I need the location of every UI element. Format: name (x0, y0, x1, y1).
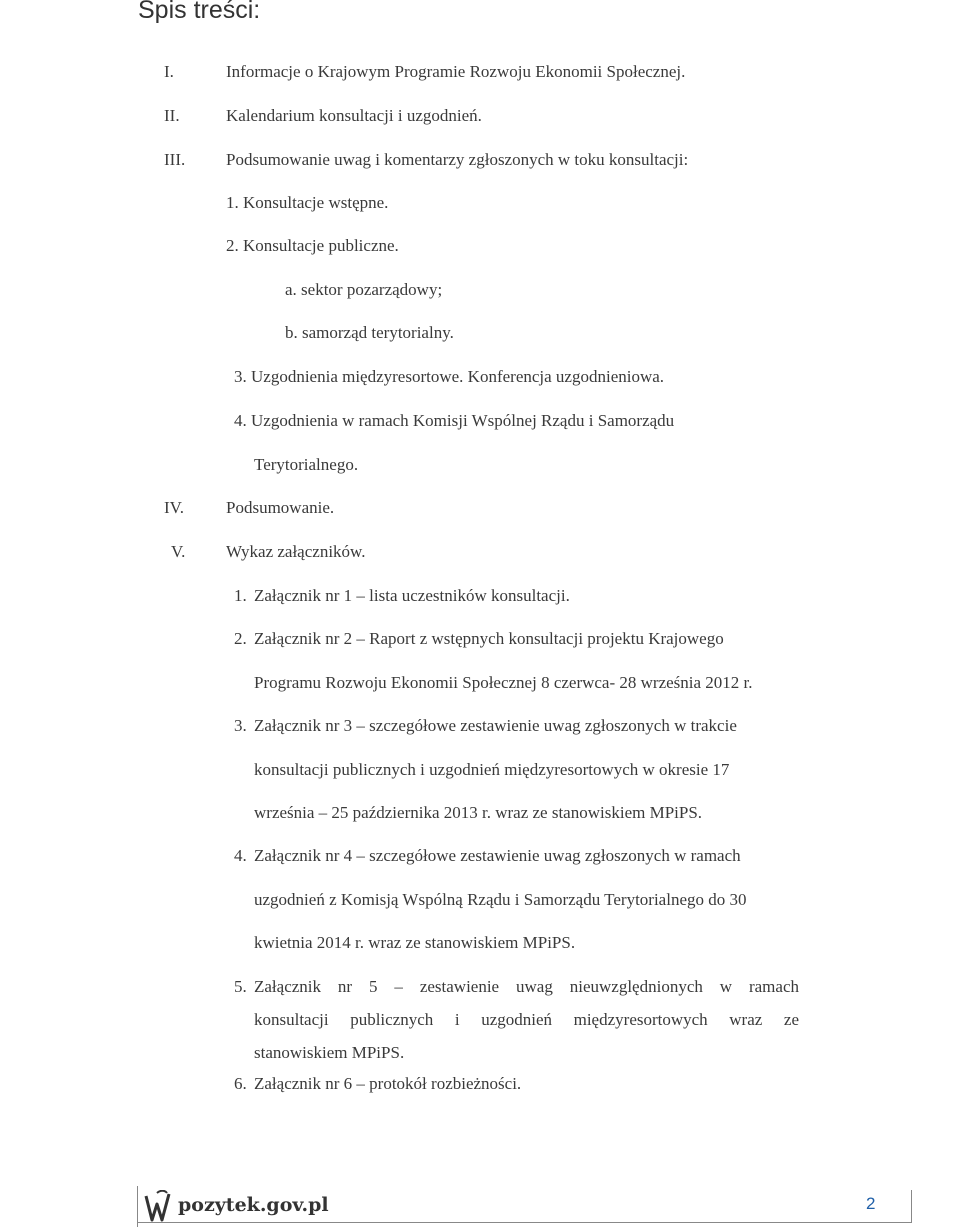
attachment-3-cont-2: września – 25 października 2013 r. wraz ze stanowiskiem MPiPS. (254, 803, 703, 822)
attachment-5-number: 5. (234, 977, 247, 996)
toc-subitem-iii-1: 1. Konsultacje wstępne. (226, 193, 389, 212)
toc-subitem-iii-4-cont: Terytorialnego. (254, 455, 359, 474)
toc-number-iii: III. (164, 150, 186, 169)
attachment-3-cont-1: konsultacji publicznych i uzgodnień międzyresortowych w okresie 17 (254, 760, 730, 779)
toc-item-iii: Podsumowanie uwag i komentarzy zgłoszonych w toku konsultacji: (226, 150, 689, 169)
toc-subitem-iii-2a: a. sektor pozarządowy; (285, 280, 443, 299)
footer-right-rule (911, 1190, 912, 1223)
attachment-3: Załącznik nr 3 – szczegółowe zestawienie uwag zgłoszonych w trakcie (254, 716, 737, 735)
attachment-5: Załącznik nr 5 – zestawienie uwag nieuwzględnionych w ramach (254, 977, 799, 996)
attachment-2-number: 2. (234, 629, 247, 648)
attachment-5-cont-1: konsultacji publicznych i uzgodnień międzyresortowych wraz ze (254, 1010, 799, 1029)
toc-subitem-iii-3: 3. Uzgodnienia międzyresortowe. Konferencja uzgodnieniowa. (234, 367, 665, 386)
attachment-1-number: 1. (234, 586, 247, 605)
attachment-4-cont-1: uzgodnień z Komisją Wspólną Rządu i Samorządu Terytorialnego do 30 (254, 890, 747, 909)
toc-number-v: V. (171, 542, 186, 561)
attachment-1: Załącznik nr 1 – lista uczestników konsultacji. (254, 586, 570, 605)
attachment-4-number: 4. (234, 846, 247, 865)
toc-number-ii: II. (164, 106, 180, 125)
attachment-3-number: 3. (234, 716, 247, 735)
footer-bottom-rule (137, 1222, 912, 1223)
footer-site-name: pozytek.gov.pl (178, 1194, 329, 1216)
attachment-2: Załącznik nr 2 – Raport z wstępnych konsultacji projektu Krajowego (254, 629, 724, 648)
toc-subitem-iii-2b: b. samorząd terytorialny. (285, 323, 454, 342)
pozytek-logo-icon (143, 1190, 173, 1224)
toc-item-i: Informacje o Krajowym Programie Rozwoju Ekonomii Społecznej. (226, 62, 686, 81)
attachment-6: Załącznik nr 6 – protokół rozbieżności. (254, 1074, 522, 1093)
footer-left-rule (137, 1186, 138, 1227)
attachment-6-number: 6. (234, 1074, 247, 1093)
toc-subitem-iii-2: 2. Konsultacje publiczne. (226, 236, 399, 255)
attachment-4: Załącznik nr 4 – szczegółowe zestawienie uwag zgłoszonych w ramach (254, 846, 741, 865)
toc-number-iv: IV. (164, 498, 184, 517)
toc-item-v: Wykaz załączników. (226, 542, 366, 561)
page-number: 2 (866, 1194, 876, 1213)
page-title: Spis treści: (138, 0, 261, 24)
attachment-2-cont: Programu Rozwoju Ekonomii Społecznej 8 czerwca- 28 września 2012 r. (254, 673, 753, 692)
attachment-4-cont-2: kwietnia 2014 r. wraz ze stanowiskiem MPiPS. (254, 933, 576, 952)
toc-item-iv: Podsumowanie. (226, 498, 335, 517)
toc-subitem-iii-4: 4. Uzgodnienia w ramach Komisji Wspólnej Rządu i Samorządu (234, 411, 675, 430)
toc-item-ii: Kalendarium konsultacji i uzgodnień. (226, 106, 482, 125)
toc-number-i: I. (164, 62, 174, 81)
attachment-5-cont-2: stanowiskiem MPiPS. (254, 1043, 405, 1062)
